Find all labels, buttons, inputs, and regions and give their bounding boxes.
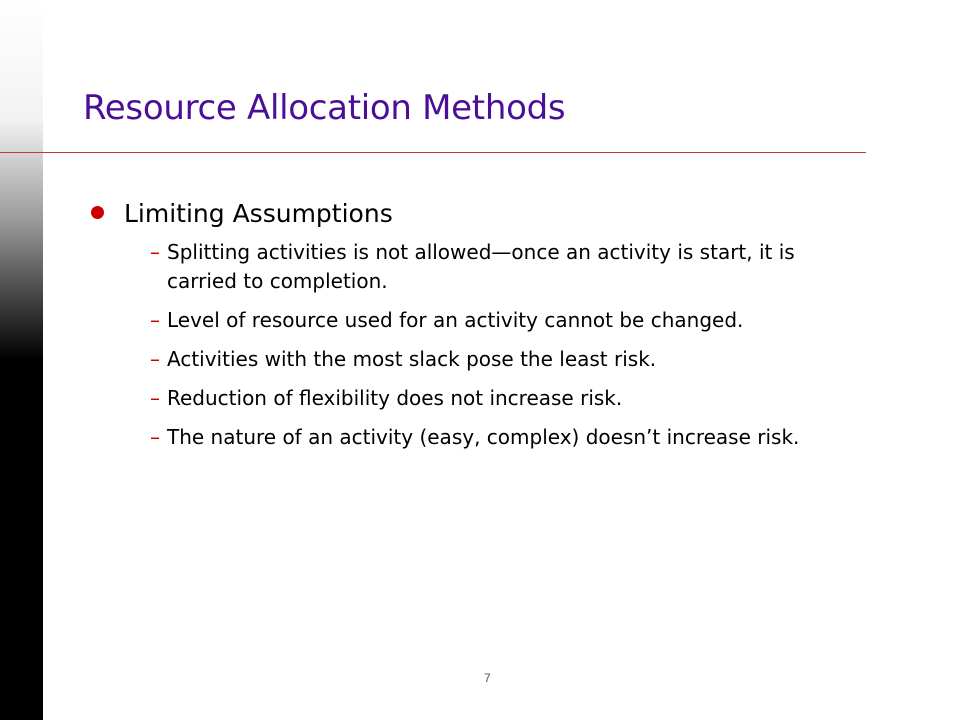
sub-bullet-list bbox=[88, 238, 848, 452]
bullet-text: Limiting Assumptions bbox=[124, 199, 393, 228]
sub-bullet-item bbox=[88, 384, 837, 413]
sub-bullet-item bbox=[88, 345, 837, 374]
dash-marker: – bbox=[150, 347, 160, 371]
page-number: 7 bbox=[484, 671, 491, 685]
sub-bullet-text: Activities with the most slack pose the least risk. bbox=[167, 347, 657, 371]
sub-bullet-item bbox=[88, 306, 837, 335]
bullet-item bbox=[88, 194, 848, 234]
bullet-dot-icon bbox=[91, 206, 104, 219]
sub-bullet-item bbox=[88, 238, 837, 296]
dash-marker: – bbox=[150, 308, 160, 332]
dash-marker: – bbox=[150, 425, 160, 449]
left-gradient-bar bbox=[0, 0, 43, 720]
slide-content bbox=[88, 194, 848, 462]
sub-bullet-text: Level of resource used for an activity cannot be changed. bbox=[167, 308, 744, 332]
sub-bullet-text: Reduction of flexibility does not increase risk. bbox=[167, 386, 623, 410]
title-divider bbox=[0, 152, 866, 153]
dash-marker: – bbox=[150, 240, 160, 264]
sub-bullet-text: Splitting activities is not allowed—once an activity is start, it is carried to completion. bbox=[167, 240, 795, 293]
sub-bullet-text: The nature of an activity (easy, complex) doesn’t increase risk. bbox=[167, 425, 800, 449]
sub-bullet-item bbox=[88, 423, 837, 452]
dash-marker: – bbox=[150, 386, 160, 410]
slide-title: Resource Allocation Methods bbox=[83, 88, 566, 128]
